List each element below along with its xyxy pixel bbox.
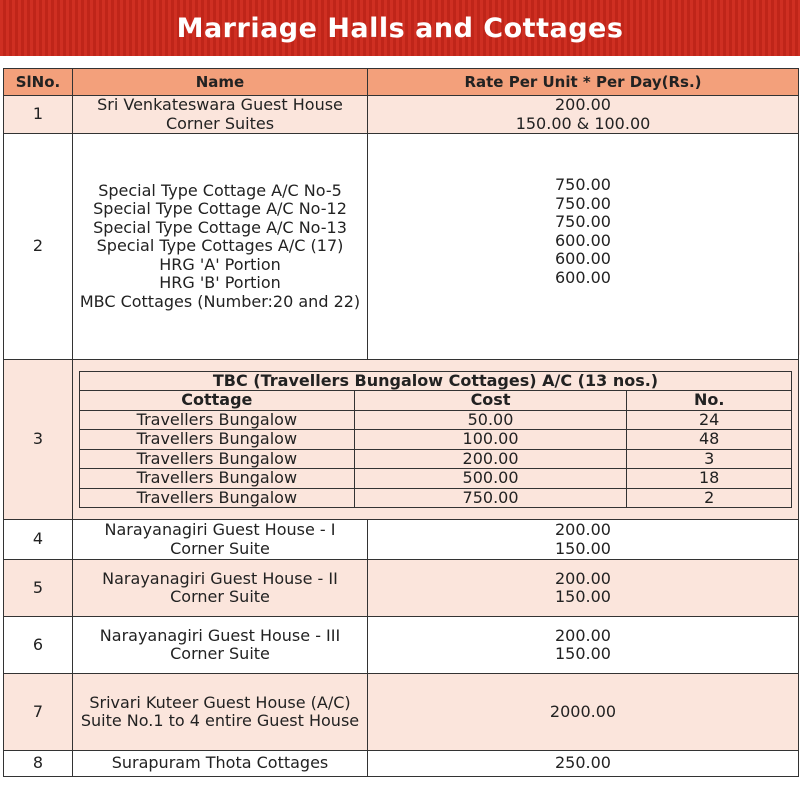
tbc-row: Travellers Bungalow 200.00 3 — [80, 449, 792, 469]
tbc-header-no: No. — [627, 391, 792, 411]
table-row — [4, 134, 799, 360]
row-rate: 750.00 750.00 750.00 600.00 600.00 600.00 — [368, 134, 799, 360]
tbc-header-cottage: Cottage — [80, 391, 355, 411]
table-row — [4, 560, 799, 617]
row-name: Sri Venkateswara Guest House Corner Suites — [73, 96, 368, 134]
tbc-container — [73, 360, 799, 520]
table-row — [4, 617, 799, 674]
row-name: Narayanagiri Guest House - II Corner Suite — [73, 560, 368, 617]
row-slno: 2 — [4, 134, 73, 360]
row-rate: 200.00 150.00 & 100.00 — [368, 96, 799, 134]
header-row — [4, 69, 799, 96]
header-rate: Rate Per Unit * Per Day(Rs.) — [368, 69, 799, 96]
row-slno: 3 — [4, 360, 73, 520]
row-slno: 1 — [4, 96, 73, 134]
row-rate: 250.00 — [368, 751, 799, 777]
rates-table — [3, 68, 799, 777]
page-banner — [0, 0, 800, 56]
row-rate: 200.00 150.00 — [368, 560, 799, 617]
row-name: Surapuram Thota Cottages — [73, 751, 368, 777]
tbc-header-cost: Cost — [354, 391, 627, 411]
row-slno: 6 — [4, 617, 73, 674]
tbc-table — [79, 371, 792, 509]
row-slno: 8 — [4, 751, 73, 777]
table-row — [4, 751, 799, 777]
tbc-row: Travellers Bungalow 50.00 24 — [80, 410, 792, 430]
table-row — [4, 360, 799, 520]
tbc-row: Travellers Bungalow 750.00 2 — [80, 488, 792, 508]
tbc-title: TBC (Travellers Bungalow Cottages) A/C (13 nos.) — [80, 371, 792, 391]
row-rate: 200.00 150.00 — [368, 617, 799, 674]
header-name: Name — [73, 69, 368, 96]
row-name: Narayanagiri Guest House - I Corner Suite — [73, 520, 368, 560]
table-row — [4, 674, 799, 751]
table-row — [4, 520, 799, 560]
row-rate: 2000.00 — [368, 674, 799, 751]
row-slno: 4 — [4, 520, 73, 560]
row-slno: 7 — [4, 674, 73, 751]
row-name: Narayanagiri Guest House - III Corner Suite — [73, 617, 368, 674]
row-slno: 5 — [4, 560, 73, 617]
row-rate: 200.00 150.00 — [368, 520, 799, 560]
tbc-row: Travellers Bungalow 500.00 18 — [80, 469, 792, 489]
page-title: Marriage Halls and Cottages — [176, 12, 624, 44]
tbc-row: Travellers Bungalow 100.00 48 — [80, 430, 792, 450]
header-slno: SlNo. — [4, 69, 73, 96]
row-name: Srivari Kuteer Guest House (A/C) Suite No.1 to 4 entire Guest House — [73, 674, 368, 751]
row-name: Special Type Cottage A/C No-5 Special Type Cottage A/C No-12 Special Type Cottage A/C No-13 Special Type Cottages A/C (17) HRG 'A' Portion HRG 'B' Portion MBC Cottages (Number:20 and 22) — [73, 134, 368, 360]
table-row — [4, 96, 799, 134]
